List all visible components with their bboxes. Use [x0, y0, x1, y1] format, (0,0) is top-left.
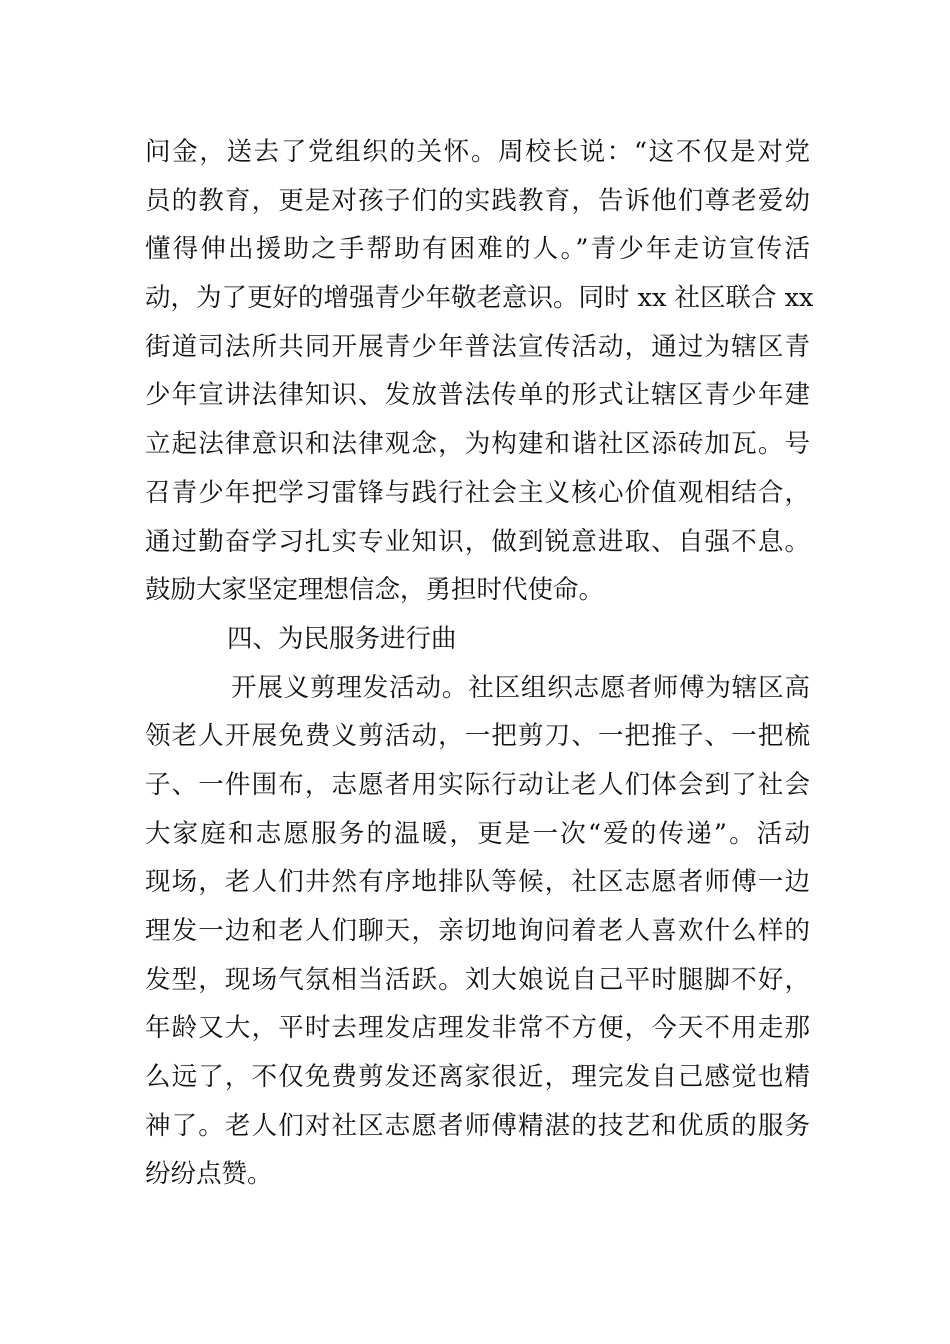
- paragraph-2-line: 么远了，不仅免费剪发还离家很近，理完发自己感觉也精: [145, 1062, 810, 1093]
- paragraph-1: [145, 128, 814, 615]
- section-heading: 四、为民服务进行曲: [227, 623, 457, 654]
- paragraph-2-line: 纷纷点赞。: [145, 1159, 273, 1190]
- paragraph-2-line: 神了。老人们对社区志愿者师傅精湛的技艺和优质的服务: [145, 1110, 810, 1141]
- paragraph-2-line: 现场，老人们井然有序地排队等候，社区志愿者师傅一边: [145, 867, 810, 898]
- paragraph-1-line: 懂得伸出援助之手帮助有困难的人。”青少年走访宣传活: [145, 234, 810, 265]
- paragraph-1-line: 召青少年把学习雷锋与践行社会主义核心价值观相结合，: [145, 477, 810, 508]
- paragraph-2-line: 开展义剪理发活动。社区组织志愿者师傅为辖区高: [231, 672, 810, 703]
- document-body: [145, 128, 814, 1199]
- paragraph-2-line: 发型，现场气氛相当活跃。刘大娘说自己平时腿脚不好，: [145, 964, 810, 995]
- paragraph-2-line: 大家庭和志愿服务的温暖，更是一次“爱的传递”。活动: [145, 818, 810, 849]
- paragraph-2-line: 理发一边和老人们聊天，亲切地询问着老人喜欢什么样的: [145, 916, 810, 946]
- paragraph-2: [145, 664, 810, 1200]
- paragraph-1-line: 通过勤奋学习扎实专业知识，做到锐意进取、自强不息。: [145, 526, 810, 557]
- paragraph-1-line: 问金，送去了党组织的关怀。周校长说：“这不仅是对党: [145, 137, 810, 167]
- paragraph-2-line: 领老人开展免费义剪活动，一把剪刀、一把推子、一把梳: [145, 721, 810, 752]
- paragraph-1-line: 员的教育，更是对孩子们的实践教育，告诉他们尊老爱幼: [145, 185, 810, 216]
- paragraph-1-line: 动，为了更好的增强青少年敬老意识。同时 xx 社区联合 xx: [145, 283, 814, 314]
- paragraph-2-line: 年龄又大，平时去理发店理发非常不方便，今天不用走那: [145, 1013, 810, 1044]
- paragraph-1-line: 立起法律意识和法律观念，为构建和谐社区添砖加瓦。号: [145, 429, 810, 460]
- paragraph-1-line: 街道司法所共同开展青少年普法宣传活动，通过为辖区青: [145, 331, 810, 362]
- paragraph-1-line: 少年宣讲法律知识、发放普法传单的形式让辖区青少年建: [145, 380, 810, 411]
- paragraph-2-line: 子、一件围布，志愿者用实际行动让老人们体会到了社会: [145, 769, 810, 800]
- paragraph-1-line: 鼓励大家坚定理想信念，勇担时代使命。: [145, 575, 605, 606]
